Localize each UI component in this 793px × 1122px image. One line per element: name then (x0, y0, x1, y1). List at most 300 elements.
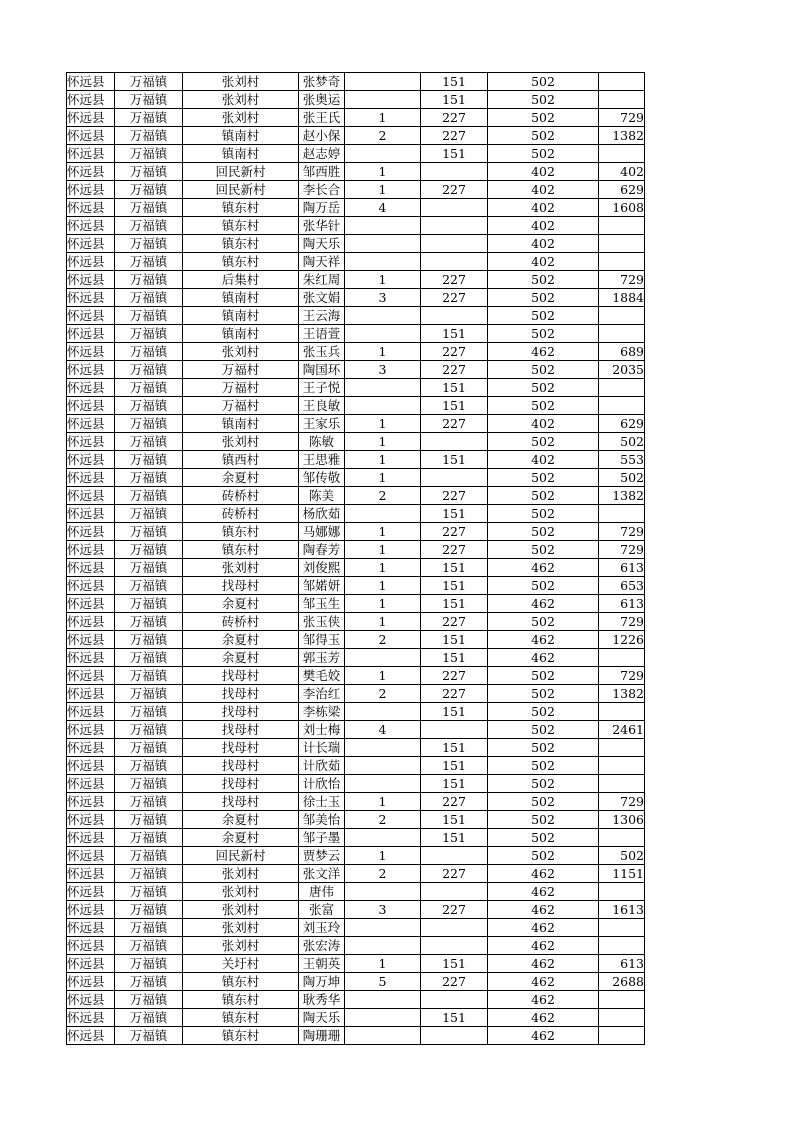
county-cell: 怀远县 (67, 469, 115, 487)
county-cell: 怀远县 (67, 613, 115, 631)
table-row (67, 541, 645, 559)
amount-a-cell: 227 (421, 109, 488, 127)
amount-b-cell: 502 (488, 685, 599, 703)
table-row (67, 505, 645, 523)
town-cell: 万福镇 (115, 217, 183, 235)
town-cell: 万福镇 (115, 253, 183, 271)
amount-a-cell: 151 (421, 595, 488, 613)
total-cell (599, 253, 645, 271)
county-cell: 怀远县 (67, 847, 115, 865)
name-cell: 杨欣茹 (299, 505, 345, 523)
total-cell: 402 (599, 163, 645, 181)
amount-a-cell: 227 (421, 127, 488, 145)
county-cell: 怀远县 (67, 73, 115, 91)
village-cell: 张刘村 (183, 901, 299, 919)
town-cell: 万福镇 (115, 901, 183, 919)
total-cell (599, 937, 645, 955)
amount-a-cell: 151 (421, 829, 488, 847)
name-cell: 李长合 (299, 181, 345, 199)
village-cell: 余夏村 (183, 811, 299, 829)
town-cell: 万福镇 (115, 145, 183, 163)
county-cell: 怀远县 (67, 631, 115, 649)
count-cell: 1 (345, 415, 421, 433)
table-row (67, 631, 645, 649)
table-row (67, 361, 645, 379)
county-cell: 怀远县 (67, 145, 115, 163)
county-cell: 怀远县 (67, 415, 115, 433)
amount-a-cell: 227 (421, 613, 488, 631)
county-cell: 怀远县 (67, 991, 115, 1009)
village-cell: 回民新村 (183, 163, 299, 181)
count-cell (345, 919, 421, 937)
town-cell: 万福镇 (115, 793, 183, 811)
table-row (67, 1009, 645, 1027)
name-cell: 张玉侠 (299, 613, 345, 631)
name-cell: 张文洋 (299, 865, 345, 883)
total-cell: 729 (599, 541, 645, 559)
amount-a-cell (421, 217, 488, 235)
total-cell (599, 703, 645, 721)
village-cell: 找母村 (183, 793, 299, 811)
count-cell (345, 91, 421, 109)
town-cell: 万福镇 (115, 757, 183, 775)
county-cell: 怀远县 (67, 289, 115, 307)
total-cell: 502 (599, 469, 645, 487)
total-cell (599, 379, 645, 397)
name-cell: 王语萱 (299, 325, 345, 343)
amount-a-cell: 227 (421, 973, 488, 991)
total-cell: 1613 (599, 901, 645, 919)
amount-b-cell: 502 (488, 361, 599, 379)
town-cell: 万福镇 (115, 73, 183, 91)
name-cell: 赵志婷 (299, 145, 345, 163)
amount-a-cell: 151 (421, 145, 488, 163)
county-cell: 怀远县 (67, 595, 115, 613)
name-cell: 陈敏 (299, 433, 345, 451)
amount-a-cell (421, 199, 488, 217)
amount-a-cell: 151 (421, 91, 488, 109)
amount-a-cell: 151 (421, 739, 488, 757)
count-cell (345, 145, 421, 163)
village-cell: 余夏村 (183, 631, 299, 649)
village-cell: 镇南村 (183, 127, 299, 145)
count-cell: 2 (345, 865, 421, 883)
count-cell: 1 (345, 577, 421, 595)
amount-a-cell (421, 433, 488, 451)
village-cell: 找母村 (183, 757, 299, 775)
village-cell: 镇南村 (183, 307, 299, 325)
count-cell (345, 829, 421, 847)
village-cell: 镇东村 (183, 973, 299, 991)
amount-b-cell: 502 (488, 487, 599, 505)
total-cell (599, 739, 645, 757)
town-cell: 万福镇 (115, 523, 183, 541)
amount-b-cell: 462 (488, 559, 599, 577)
village-cell: 找母村 (183, 667, 299, 685)
town-cell: 万福镇 (115, 379, 183, 397)
name-cell: 李治红 (299, 685, 345, 703)
total-cell (599, 505, 645, 523)
amount-a-cell: 151 (421, 379, 488, 397)
village-cell: 镇东村 (183, 991, 299, 1009)
table-row (67, 649, 645, 667)
county-cell: 怀远县 (67, 523, 115, 541)
county-cell: 怀远县 (67, 199, 115, 217)
count-cell: 1 (345, 433, 421, 451)
table-row (67, 433, 645, 451)
total-cell: 1306 (599, 811, 645, 829)
village-cell: 回民新村 (183, 847, 299, 865)
county-cell: 怀远县 (67, 721, 115, 739)
town-cell: 万福镇 (115, 667, 183, 685)
village-cell: 镇东村 (183, 253, 299, 271)
amount-a-cell: 227 (421, 343, 488, 361)
village-cell: 余夏村 (183, 829, 299, 847)
amount-a-cell: 151 (421, 451, 488, 469)
village-cell: 后集村 (183, 271, 299, 289)
amount-b-cell: 502 (488, 379, 599, 397)
total-cell: 1382 (599, 127, 645, 145)
total-cell: 553 (599, 451, 645, 469)
total-cell: 629 (599, 415, 645, 433)
amount-b-cell: 502 (488, 793, 599, 811)
village-cell: 张刘村 (183, 73, 299, 91)
amount-b-cell: 502 (488, 739, 599, 757)
village-cell: 余夏村 (183, 469, 299, 487)
county-cell: 怀远县 (67, 973, 115, 991)
village-cell: 找母村 (183, 721, 299, 739)
table-row (67, 289, 645, 307)
village-cell: 镇南村 (183, 145, 299, 163)
name-cell: 赵小保 (299, 127, 345, 145)
count-cell (345, 505, 421, 523)
count-cell: 3 (345, 361, 421, 379)
count-cell (345, 379, 421, 397)
table-row (67, 991, 645, 1009)
total-cell: 729 (599, 793, 645, 811)
amount-b-cell: 502 (488, 811, 599, 829)
amount-a-cell (421, 307, 488, 325)
total-cell (599, 757, 645, 775)
total-cell: 2461 (599, 721, 645, 739)
name-cell: 李栋梁 (299, 703, 345, 721)
table-row (67, 901, 645, 919)
name-cell: 张奥运 (299, 91, 345, 109)
amount-a-cell: 151 (421, 775, 488, 793)
town-cell: 万福镇 (115, 397, 183, 415)
county-cell: 怀远县 (67, 955, 115, 973)
village-cell: 张刘村 (183, 865, 299, 883)
amount-a-cell (421, 1027, 488, 1045)
amount-a-cell: 151 (421, 631, 488, 649)
amount-a-cell: 151 (421, 955, 488, 973)
table-row (67, 487, 645, 505)
table-row (67, 91, 645, 109)
town-cell: 万福镇 (115, 181, 183, 199)
total-cell: 729 (599, 523, 645, 541)
name-cell: 王朝英 (299, 955, 345, 973)
table-row (67, 685, 645, 703)
county-cell: 怀远县 (67, 703, 115, 721)
count-cell (345, 649, 421, 667)
count-cell: 1 (345, 595, 421, 613)
county-cell: 怀远县 (67, 325, 115, 343)
county-cell: 怀远县 (67, 433, 115, 451)
count-cell (345, 739, 421, 757)
amount-a-cell: 151 (421, 559, 488, 577)
amount-a-cell (421, 163, 488, 181)
name-cell: 计欣茹 (299, 757, 345, 775)
count-cell: 5 (345, 973, 421, 991)
amount-b-cell: 402 (488, 217, 599, 235)
county-cell: 怀远县 (67, 487, 115, 505)
table-row (67, 379, 645, 397)
amount-a-cell: 227 (421, 865, 488, 883)
amount-b-cell: 402 (488, 199, 599, 217)
name-cell: 马娜娜 (299, 523, 345, 541)
town-cell: 万福镇 (115, 109, 183, 127)
village-cell: 余夏村 (183, 649, 299, 667)
table-row (67, 73, 645, 91)
count-cell (345, 937, 421, 955)
village-cell: 镇东村 (183, 217, 299, 235)
count-cell (345, 883, 421, 901)
count-cell: 1 (345, 109, 421, 127)
amount-b-cell: 402 (488, 163, 599, 181)
table-row (67, 667, 645, 685)
amount-a-cell: 151 (421, 397, 488, 415)
town-cell: 万福镇 (115, 505, 183, 523)
amount-b-cell: 502 (488, 703, 599, 721)
village-cell: 镇南村 (183, 325, 299, 343)
total-cell: 1151 (599, 865, 645, 883)
table-row (67, 415, 645, 433)
total-cell: 1608 (599, 199, 645, 217)
town-cell: 万福镇 (115, 829, 183, 847)
total-cell: 613 (599, 955, 645, 973)
county-cell: 怀远县 (67, 739, 115, 757)
table-row (67, 325, 645, 343)
total-cell (599, 235, 645, 253)
amount-b-cell: 402 (488, 415, 599, 433)
amount-a-cell: 227 (421, 361, 488, 379)
county-cell: 怀远县 (67, 127, 115, 145)
total-cell (599, 73, 645, 91)
table-row (67, 703, 645, 721)
amount-b-cell: 402 (488, 235, 599, 253)
total-cell (599, 775, 645, 793)
amount-a-cell: 227 (421, 289, 488, 307)
total-cell: 2688 (599, 973, 645, 991)
table-row (67, 271, 645, 289)
town-cell: 万福镇 (115, 199, 183, 217)
name-cell: 陶天乐 (299, 235, 345, 253)
amount-b-cell: 502 (488, 613, 599, 631)
table-row (67, 829, 645, 847)
county-cell: 怀远县 (67, 1027, 115, 1045)
amount-a-cell: 151 (421, 1009, 488, 1027)
count-cell (345, 73, 421, 91)
amount-a-cell: 227 (421, 541, 488, 559)
village-cell: 张刘村 (183, 559, 299, 577)
village-cell: 镇南村 (183, 415, 299, 433)
name-cell: 计长瑞 (299, 739, 345, 757)
village-cell: 镇西村 (183, 451, 299, 469)
table-row (67, 397, 645, 415)
town-cell: 万福镇 (115, 685, 183, 703)
count-cell (345, 307, 421, 325)
table-row (67, 775, 645, 793)
amount-a-cell: 227 (421, 667, 488, 685)
table-row (67, 973, 645, 991)
town-cell: 万福镇 (115, 307, 183, 325)
amount-b-cell: 502 (488, 433, 599, 451)
count-cell (345, 1009, 421, 1027)
total-cell: 613 (599, 559, 645, 577)
amount-a-cell: 151 (421, 505, 488, 523)
town-cell: 万福镇 (115, 289, 183, 307)
county-cell: 怀远县 (67, 271, 115, 289)
village-cell: 找母村 (183, 577, 299, 595)
table-row (67, 1027, 645, 1045)
town-cell: 万福镇 (115, 973, 183, 991)
count-cell (345, 397, 421, 415)
total-cell: 729 (599, 271, 645, 289)
county-cell: 怀远县 (67, 829, 115, 847)
amount-b-cell: 502 (488, 271, 599, 289)
table-row (67, 127, 645, 145)
amount-a-cell: 227 (421, 487, 488, 505)
amount-a-cell: 151 (421, 811, 488, 829)
town-cell: 万福镇 (115, 235, 183, 253)
name-cell: 陶春芳 (299, 541, 345, 559)
county-cell: 怀远县 (67, 253, 115, 271)
count-cell: 3 (345, 901, 421, 919)
town-cell: 万福镇 (115, 919, 183, 937)
amount-b-cell: 462 (488, 1009, 599, 1027)
amount-a-cell (421, 937, 488, 955)
town-cell: 万福镇 (115, 991, 183, 1009)
town-cell: 万福镇 (115, 163, 183, 181)
town-cell: 万福镇 (115, 343, 183, 361)
county-cell: 怀远县 (67, 91, 115, 109)
amount-b-cell: 502 (488, 505, 599, 523)
amount-a-cell: 151 (421, 649, 488, 667)
village-cell: 镇南村 (183, 289, 299, 307)
town-cell: 万福镇 (115, 559, 183, 577)
table-row (67, 613, 645, 631)
town-cell: 万福镇 (115, 271, 183, 289)
village-cell: 张刘村 (183, 883, 299, 901)
amount-a-cell: 151 (421, 577, 488, 595)
county-cell: 怀远县 (67, 163, 115, 181)
count-cell: 1 (345, 523, 421, 541)
name-cell: 王家乐 (299, 415, 345, 433)
count-cell: 1 (345, 667, 421, 685)
amount-b-cell: 462 (488, 919, 599, 937)
town-cell: 万福镇 (115, 469, 183, 487)
name-cell: 陶珊珊 (299, 1027, 345, 1045)
town-cell: 万福镇 (115, 361, 183, 379)
total-cell: 1382 (599, 685, 645, 703)
amount-a-cell: 227 (421, 793, 488, 811)
name-cell: 邹得玉 (299, 631, 345, 649)
name-cell: 陶万岳 (299, 199, 345, 217)
town-cell: 万福镇 (115, 127, 183, 145)
name-cell: 耿秀华 (299, 991, 345, 1009)
amount-b-cell: 462 (488, 865, 599, 883)
amount-b-cell: 502 (488, 307, 599, 325)
amount-a-cell (421, 847, 488, 865)
total-cell: 689 (599, 343, 645, 361)
village-cell: 万福村 (183, 397, 299, 415)
name-cell: 刘士梅 (299, 721, 345, 739)
amount-b-cell: 462 (488, 631, 599, 649)
total-cell (599, 919, 645, 937)
table-row (67, 343, 645, 361)
table-row (67, 847, 645, 865)
village-cell: 余夏村 (183, 595, 299, 613)
total-cell: 729 (599, 667, 645, 685)
town-cell: 万福镇 (115, 325, 183, 343)
amount-b-cell: 462 (488, 1027, 599, 1045)
total-cell (599, 991, 645, 1009)
amount-b-cell: 502 (488, 73, 599, 91)
amount-b-cell: 462 (488, 955, 599, 973)
village-cell: 砖桥村 (183, 487, 299, 505)
town-cell: 万福镇 (115, 721, 183, 739)
count-cell: 1 (345, 271, 421, 289)
village-cell: 镇东村 (183, 541, 299, 559)
village-cell: 万福村 (183, 379, 299, 397)
count-cell (345, 703, 421, 721)
village-cell: 镇东村 (183, 199, 299, 217)
table-row (67, 919, 645, 937)
total-cell (599, 325, 645, 343)
town-cell: 万福镇 (115, 739, 183, 757)
table-row (67, 181, 645, 199)
town-cell: 万福镇 (115, 1009, 183, 1027)
count-cell: 2 (345, 685, 421, 703)
town-cell: 万福镇 (115, 451, 183, 469)
count-cell: 2 (345, 487, 421, 505)
village-cell: 找母村 (183, 703, 299, 721)
amount-b-cell: 502 (488, 469, 599, 487)
amount-a-cell (421, 469, 488, 487)
amount-a-cell: 227 (421, 181, 488, 199)
village-cell: 找母村 (183, 685, 299, 703)
town-cell: 万福镇 (115, 649, 183, 667)
village-cell: 张刘村 (183, 919, 299, 937)
county-cell: 怀远县 (67, 577, 115, 595)
amount-a-cell: 151 (421, 325, 488, 343)
name-cell: 邹婼妍 (299, 577, 345, 595)
town-cell: 万福镇 (115, 577, 183, 595)
village-cell: 镇东村 (183, 1009, 299, 1027)
data-table (66, 72, 645, 1045)
county-cell: 怀远县 (67, 649, 115, 667)
county-cell: 怀远县 (67, 559, 115, 577)
county-cell: 怀远县 (67, 379, 115, 397)
amount-b-cell: 402 (488, 253, 599, 271)
county-cell: 怀远县 (67, 775, 115, 793)
county-cell: 怀远县 (67, 451, 115, 469)
table-body (67, 73, 645, 1045)
county-cell: 怀远县 (67, 919, 115, 937)
name-cell: 陶天乐 (299, 1009, 345, 1027)
total-cell (599, 307, 645, 325)
name-cell: 王云海 (299, 307, 345, 325)
